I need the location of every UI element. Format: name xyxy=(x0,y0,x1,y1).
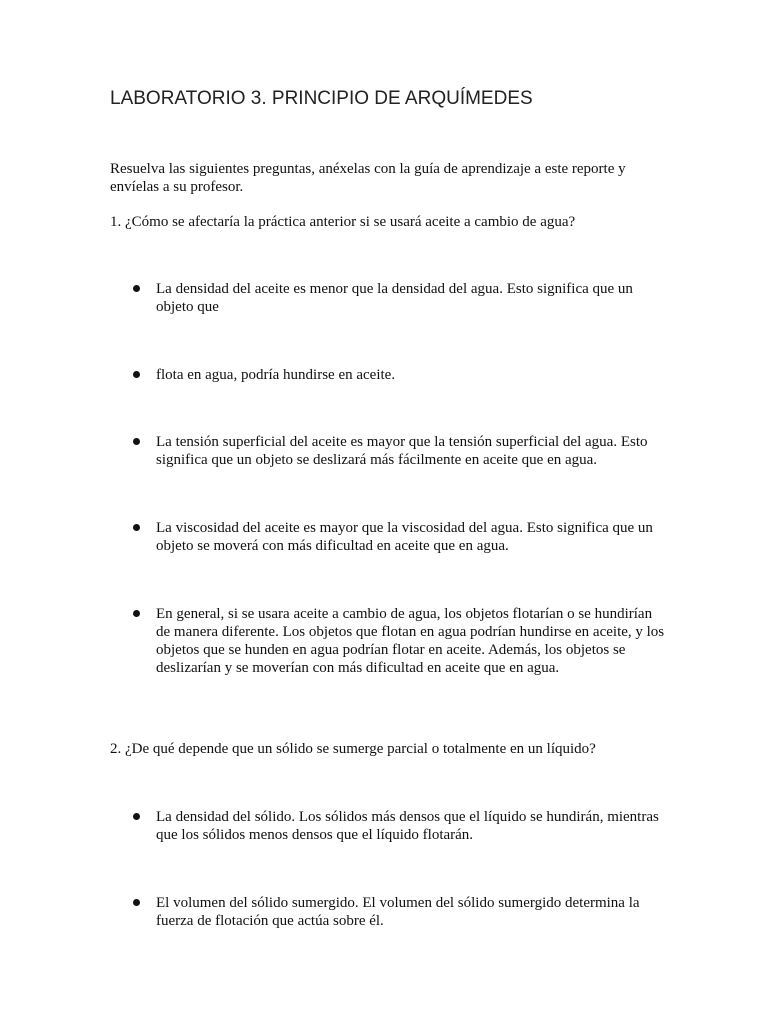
page-title: LABORATORIO 3. PRINCIPIO DE ARQUÍMEDES xyxy=(110,88,533,109)
bullet-icon xyxy=(133,285,140,292)
intro-paragraph: Resuelva las siguientes preguntas, anéxelas con la guía de aprendizaje a este reporte y envíelas a su profesor. xyxy=(110,161,626,195)
bullet-icon xyxy=(133,371,140,378)
question-2: 2. ¿De qué depende que un sólido se sumerge parcial o totalmente en un líquido? xyxy=(110,741,596,757)
bullet-icon xyxy=(133,899,140,906)
list-item: La viscosidad del aceite es mayor que la viscosidad del agua. Esto significa que un objeto se moverá con más dificultad en aceite que en agua. xyxy=(156,520,653,554)
list-item: El volumen del sólido sumergido. El volumen del sólido sumergido determina la fuerza de flotación que actúa sobre él. xyxy=(156,895,640,929)
bullet-icon xyxy=(133,813,140,820)
list-item: flota en agua, podría hundirse en aceite. xyxy=(156,367,396,383)
bullet-icon xyxy=(133,610,140,617)
question-1: 1. ¿Cómo se afectaría la práctica anterior si se usará aceite a cambio de agua? xyxy=(110,214,576,230)
list-item: La tensión superficial del aceite es mayor que la tensión superficial del agua. Esto significa que un objeto se deslizará más fácilmente en aceite que en agua. xyxy=(156,434,648,468)
bullet-icon xyxy=(133,438,140,445)
list-item: La densidad del sólido. Los sólidos más densos que el líquido se hundirán, mientras que los sólidos menos densos que el líquido flotarán. xyxy=(156,809,659,843)
bullet-icon xyxy=(133,524,140,531)
list-item: En general, si se usara aceite a cambio de agua, los objetos flotarían o se hundirían de manera diferente. Los objetos que flotan en agua podrían hundirse en aceite, y los objetos que se hunden en agua podrían flotar en aceite. Además, los objetos se deslizarían y se moverían con más dificultad en aceite que en agua. xyxy=(156,606,665,676)
list-item: La densidad del aceite es menor que la densidad del agua. Esto significa que un objeto que xyxy=(156,281,633,315)
